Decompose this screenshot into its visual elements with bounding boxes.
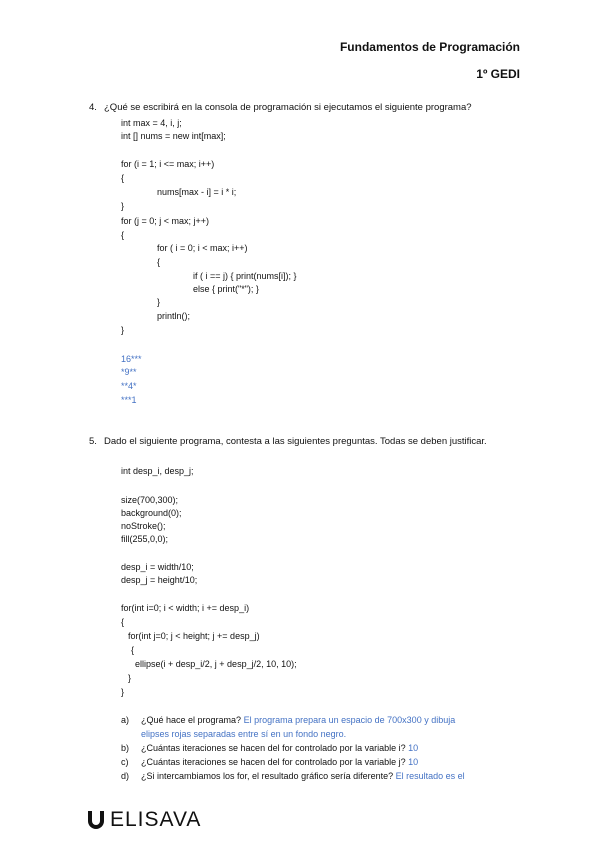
q4-code-line: if ( i == j) { print(nums[i]); }: [193, 271, 297, 281]
course-title: Fundamentos de Programación: [339, 40, 520, 54]
q4-number: 4.: [89, 102, 97, 113]
q5-code-line: }: [128, 673, 132, 683]
q5a-label: a): [121, 715, 130, 725]
q4-code-line: int [] nums = new int[max];: [121, 131, 226, 141]
q4-code-line: }: [121, 201, 125, 211]
q4-code-line: int max = 4, i, j;: [121, 118, 182, 128]
q5-code-line: ellipse(i + desp_i/2, j + desp_j/2, 10, 10);: [135, 659, 297, 669]
q4-code-line: else { print("*"); }: [193, 284, 259, 294]
q5a-question: ¿Qué hace el programa?: [141, 715, 242, 725]
q5-code-line: background(0);: [121, 508, 182, 518]
q4-code-line: {: [121, 173, 125, 183]
q5-code-line: {: [121, 617, 125, 627]
q5c-row: [141, 755, 418, 769]
q5b-row: [141, 741, 418, 755]
q5-code-line: int desp_i, desp_j;: [121, 466, 194, 476]
q5a-row: [141, 713, 455, 727]
q5d-answer: El resultado es el: [395, 771, 465, 781]
q5-code-line: noStroke();: [121, 521, 166, 531]
q4-question: ¿Qué se escribirá en la consola de programación si ejecutamos el siguiente programa?: [104, 102, 472, 113]
q5-code-line: desp_i = width/10;: [121, 562, 194, 572]
q5c-label: c): [121, 757, 129, 767]
q5-question: Dado el siguiente programa, contesta a las siguientes preguntas. Todas se deben justificar.: [104, 436, 487, 447]
elisava-logo: [88, 808, 201, 832]
q5b-question: ¿Cuántas iteraciones se hacen del for controlado por la variable i?: [141, 743, 406, 753]
q5d-question: ¿Si intercambiamos los for, el resultado gráfico sería diferente?: [141, 771, 394, 781]
group-label: 1º GEDI: [476, 67, 520, 81]
elisava-u-icon: [88, 811, 104, 829]
q5b-label: b): [121, 743, 130, 753]
q4-code-line: {: [157, 257, 161, 267]
q5-code-line: desp_j = height/10;: [121, 575, 198, 585]
q4-code-line: for (j = 0; j < max; j++): [121, 216, 210, 226]
q4-answer-line: **4*: [121, 381, 137, 391]
q5b-answer: 10: [408, 743, 419, 753]
q5-number: 5.: [89, 436, 97, 447]
q5-code-line: fill(255,0,0);: [121, 534, 169, 544]
q5d-label: d): [121, 771, 130, 781]
q4-answer-line: *9**: [121, 367, 137, 377]
q4-code-line: nums[max - i] = i * i;: [157, 187, 237, 197]
q5c-answer: 10: [408, 757, 419, 767]
q4-code-line: println();: [157, 311, 191, 321]
q4-code-line: {: [121, 230, 125, 240]
q5-code-line: size(700,300);: [121, 495, 179, 505]
q5a-answer-cont: elipses rojas separadas entre sí en un fondo negro.: [141, 729, 347, 739]
q4-code-line: for (i = 1; i <= max; i++): [121, 159, 215, 169]
q4-code-line: for ( i = 0; i < max; i++): [157, 243, 248, 253]
q5c-question: ¿Cuántas iteraciones se hacen del for controlado por la variable j?: [141, 757, 406, 767]
q5-code-line: }: [121, 687, 125, 697]
q5-code-line: {: [131, 645, 135, 655]
logo-text: ELISAVA: [110, 808, 202, 831]
q4-answer-line: ***1: [121, 395, 137, 405]
q4-answer-line: 16***: [121, 354, 142, 364]
q5-code-line: for(int i=0; i < width; i += desp_i): [121, 603, 250, 613]
q5-code-line: for(int j=0; j < height; j += desp_j): [128, 631, 260, 641]
q5a-answer: El programa prepara un espacio de 700x300 y dibuja: [243, 715, 456, 725]
q4-code-line: }: [157, 297, 161, 307]
q4-code-line: }: [121, 325, 125, 335]
q5d-row: [141, 769, 465, 783]
